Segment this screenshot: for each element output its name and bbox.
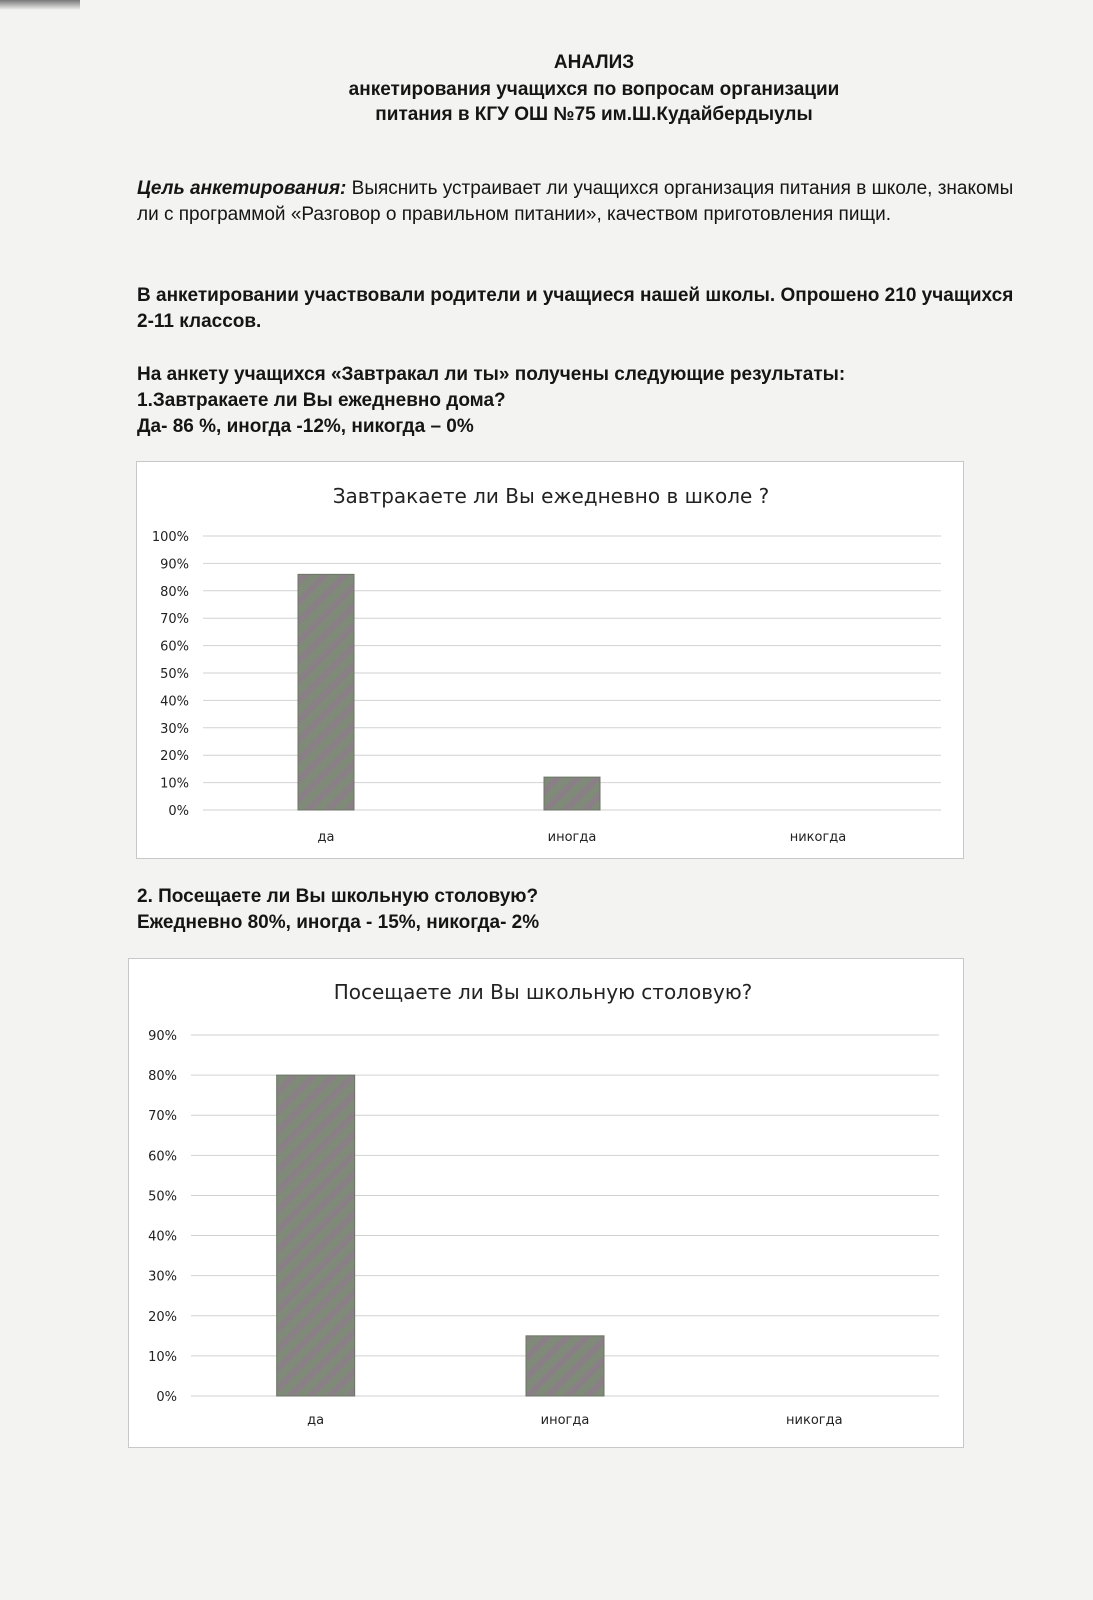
survey-section [137, 362, 1017, 440]
goal-text: Выяснить устраивает ли учащихся организация питания в школе, знакомы ли с программой «Разговор о правильном питании», качеством приготовления пищи. [137, 178, 1014, 225]
y-tick-label: 20% [160, 749, 189, 765]
chart-breakfast-svg [137, 462, 963, 858]
x-category-label: да [307, 1413, 325, 1428]
page-corner-shadow [0, 0, 80, 10]
x-category-label: да [317, 830, 335, 845]
y-tick-label: 90% [160, 557, 189, 573]
y-tick-label: 70% [160, 612, 189, 628]
x-category-label: никогда [786, 1413, 843, 1428]
goal-paragraph [137, 176, 1017, 228]
y-tick-label: 80% [148, 1069, 177, 1085]
document-title: АНАЛИЗ [553, 52, 635, 73]
bar-2 [526, 1336, 604, 1396]
answer-2: Ежедневно 80%, иногда - 15%, никогда- 2% [137, 912, 540, 933]
chart-title: Завтракаете ли Вы ежедневно в школе ? [332, 484, 770, 508]
document-header [0, 52, 1093, 127]
x-category-label: иногда [547, 830, 597, 845]
y-tick-label: 50% [148, 1189, 177, 1205]
y-tick-label: 0% [156, 1390, 177, 1405]
y-tick-label: 30% [160, 721, 189, 737]
question-1: 1.Завтракаете ли Вы ежедневно дома? [137, 390, 506, 411]
x-category-label: никогда [789, 830, 847, 845]
bar-2 [544, 777, 600, 810]
y-tick-label: 30% [148, 1269, 177, 1285]
participants-paragraph: В анкетировании участвовали родители и учащиеся нашей школы. Опрошено 210 учащихся 2-11 классов. [137, 285, 1014, 332]
y-tick-label: 100% [151, 530, 189, 545]
survey-intro: На анкету учащихся «Завтракал ли ты» получены следующие результаты: [137, 364, 846, 385]
question-2-section [137, 884, 1017, 936]
document-subtitle-line1: анкетирования учащихся по вопросам организации [348, 79, 840, 100]
y-tick-label: 40% [160, 694, 189, 710]
y-tick-label: 60% [160, 639, 189, 655]
chart-breakfast [136, 461, 964, 859]
y-tick-label: 70% [148, 1109, 177, 1125]
x-category-label: иногда [540, 1413, 590, 1428]
y-tick-label: 10% [160, 776, 189, 792]
y-tick-label: 20% [148, 1309, 177, 1325]
chart-canteen [128, 958, 964, 1448]
bar-1 [298, 574, 354, 810]
y-tick-label: 60% [148, 1149, 177, 1165]
y-tick-label: 40% [148, 1229, 177, 1245]
bar-1 [277, 1075, 355, 1396]
y-tick-label: 90% [148, 1029, 177, 1044]
chart-canteen-svg [129, 959, 963, 1447]
document-subtitle-line2: питания в КГУ ОШ №75 им.Ш.Кудайбердыулы [375, 104, 813, 125]
question-2: 2. Посещаете ли Вы школьную столовую? [137, 886, 539, 907]
y-tick-label: 10% [148, 1349, 177, 1365]
y-tick-label: 50% [160, 667, 189, 682]
answer-1: Да- 86 %, иногда -12%, никогда – 0% [137, 416, 474, 437]
chart-title: Посещаете ли Вы школьную столовую? [333, 980, 753, 1004]
y-tick-label: 0% [168, 804, 189, 819]
y-tick-label: 80% [160, 584, 189, 600]
goal-label: Цель анкетирования: [137, 178, 347, 199]
